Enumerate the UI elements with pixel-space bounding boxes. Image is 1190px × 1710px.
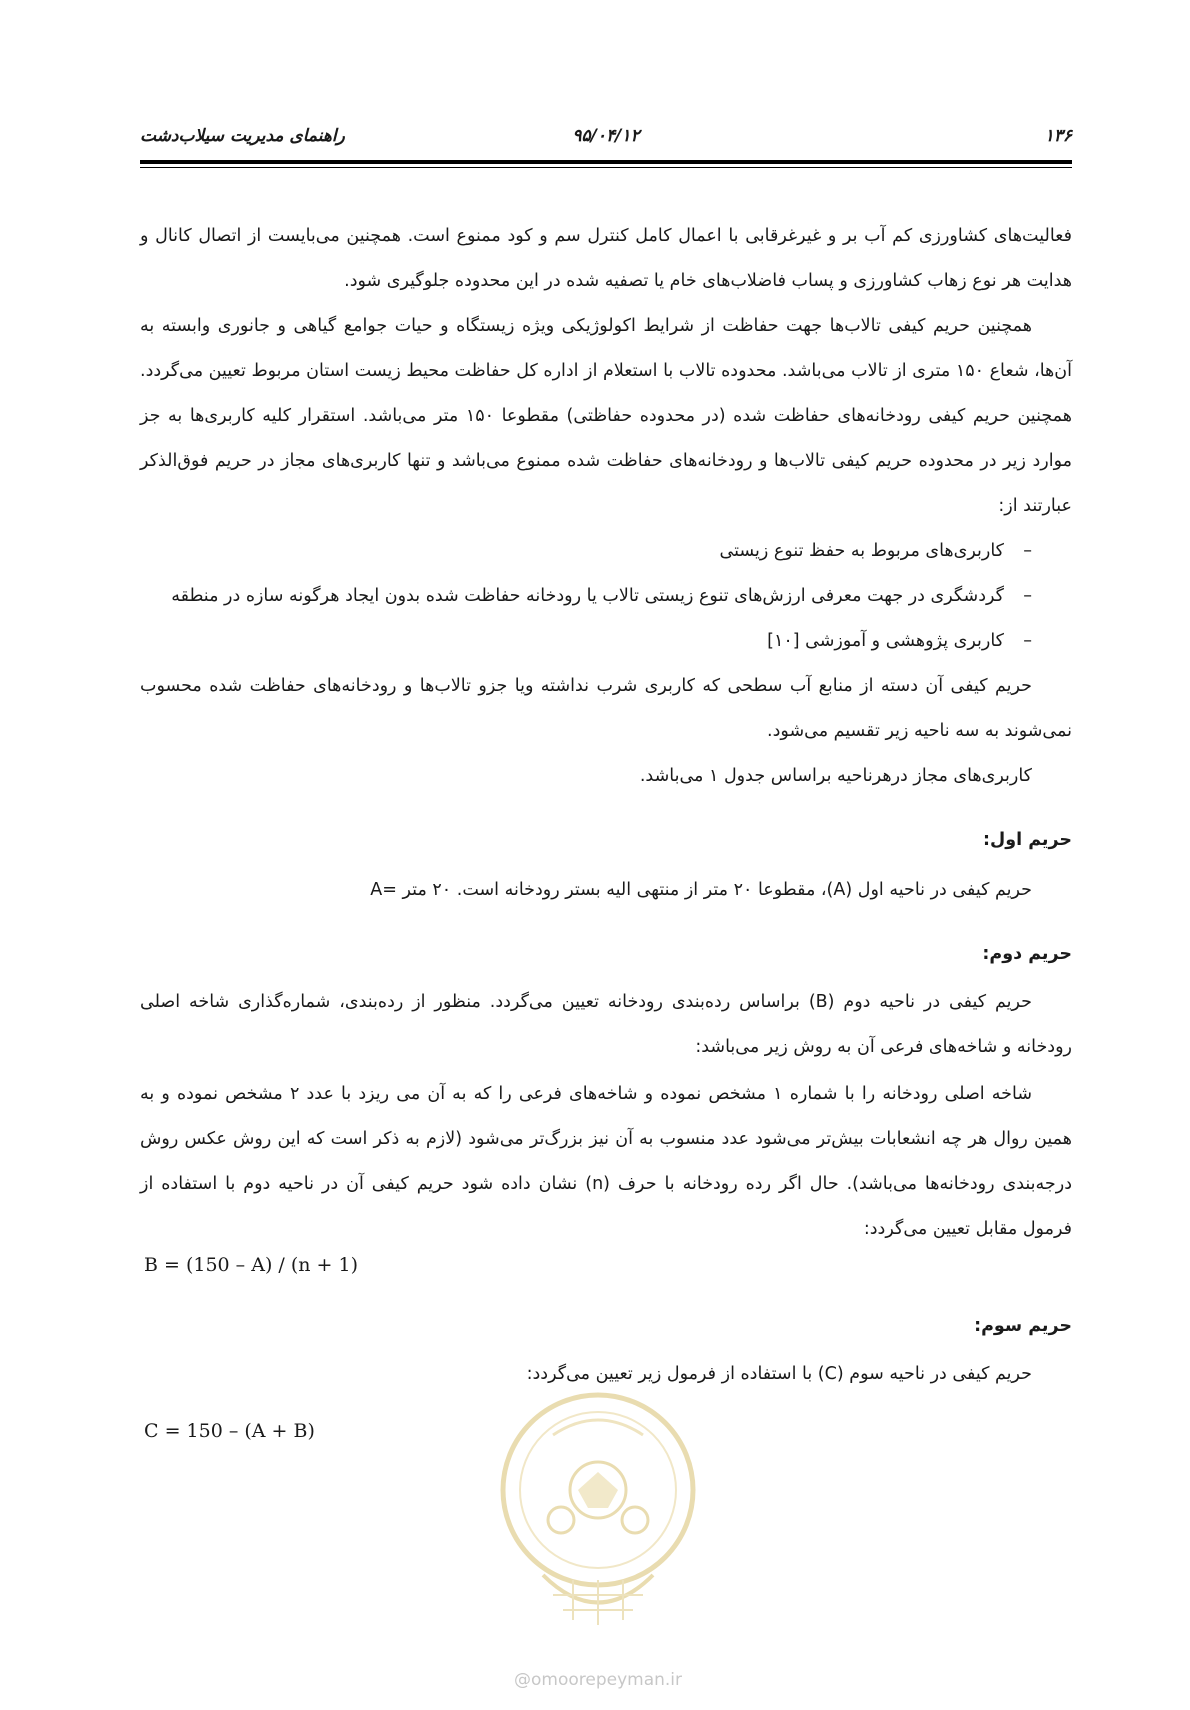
header-rule-thick (140, 160, 1072, 164)
watermark-seal (483, 1380, 713, 1710)
zone1-text: حریم کیفی در ناحیه اول (A)، مقطوعا ۲۰ متر از منتهی الیه بستر رودخانه است. ۲۰ متر =A (370, 880, 1032, 900)
formula-b: B = (150 – A) / (n + 1) (144, 1254, 358, 1276)
zone2-heading: حریم دوم: (982, 944, 1072, 964)
bullet-dash: – (1023, 586, 1032, 606)
header-date: ۹۵/۰۴/۱۲ (572, 126, 640, 146)
watermark-url: @omoorepeyman.ir (513, 1670, 683, 1690)
zone1-heading: حریم اول: (983, 830, 1072, 850)
zone3-heading: حریم سوم: (974, 1316, 1072, 1336)
paragraph-4: کاربری‌های مجاز درهرناحیه براساس جدول ۱ می‌باشد. (639, 766, 1032, 786)
zone2-paragraph-1: حریم کیفی در ناحیه دوم (B) براساس رده‌بندی رودخانه تعیین می‌گردد. منظور از رده‌بندی، شماره‌گذاری شاخه اصلی رودخانه و شاخه‌های فرعی آن به روش زیر می‌باشد: (140, 992, 1072, 1057)
paragraph-2: همچنین حریم کیفی تالاب‌ها جهت حفاظت از شرایط اکولوژیکی ویژه زیستگاه و حیات جوامع گیاهی و جانوری وابسته به آن‌ها، شعاع ۱۵۰ متری از تالاب می‌باشد. محدوده تالاب با استعلام از اداره کل حفاظت محیط زیست استان مربوط تعیین می‌گردد. همچنین حریم کیفی رودخانه‌های حفاظت شده (در محدوده حفاظتی) مقطوعا ۱۵۰ متر می‌باشد. استقرار کلیه کاربری‌ها به جز موارد زیر در محدوده حریم کیفی تالاب‌ها و رودخانه‌های حفاظت شده ممنوع می‌باشد و تنها کاربری‌های مجاز در حریم فوق‌الذکر عبارتند از: (140, 316, 1073, 516)
zone2-paragraph-2: شاخه اصلی رودخانه را با شماره ۱ مشخص نموده و شاخه‌های فرعی را که به آن می ریزد با عدد ۲ مشخص نموده و به همین روال هر چه انشعابات بیش‌تر می‌شود عدد منسوب به آن نیز بزرگ‌تر می‌شود (لازم به ذکر است که این روش عکس روش درجه‌بندی رودخانه‌ها می‌باشد). حال اگر رده رودخانه با حرف (n) نشان داده شود حریم کیفی آن در ناحیه دوم با استفاده از فرمول مقابل تعیین می‌گردد: (140, 1084, 1072, 1239)
page-number: ۱۳۶ (1044, 126, 1072, 146)
list-item: – گردشگری در جهت معرفی ارزش‌های تنوع زیستی تالاب یا رودخانه حفاظت شده بدون ایجاد هرگونه سازه در منطقه (140, 574, 1032, 619)
list-item: – کاربری‌های مربوط به حفظ تنوع زیستی (140, 529, 1032, 574)
body-text (140, 214, 1072, 799)
bullet-dash: – (1023, 631, 1032, 651)
paragraph-1: فعالیت‌های کشاورزی کم آب بر و غیرغرقابی با اعمال کامل کنترل سم و کود ممنوع است. همچنین می‌بایست از اتصال کانال و هدایت هر نوع زهاب کشاورزی و پساب فاضلاب‌های خام یا تصفیه شده در این محدوده جلوگیری شود. (140, 226, 1072, 291)
zone3-text: حریم کیفی در ناحیه سوم (C) با استفاده از فرمول زیر تعیین می‌گردد: (526, 1364, 1032, 1384)
paragraph-3: حریم کیفی آن دسته از منابع آب سطحی که کاربری شرب نداشته ویا جزو تالاب‌ها و رودخانه‌های حفاظت شده محسوب نمی‌شوند به سه ناحیه زیر تقسیم می‌شود. (140, 676, 1072, 741)
list-item: – کاربری پژوهشی و آموزشی [۱۰] (140, 619, 1032, 664)
header-title: راهنمای مدیریت سیلاب‌دشت (140, 126, 345, 146)
allowed-uses-list (140, 529, 1072, 664)
header-rule-thin (140, 167, 1072, 168)
formula-c: C = 150 – (A + B) (144, 1420, 315, 1442)
seal-icon (483, 1380, 713, 1670)
bullet-dash: – (1023, 541, 1032, 561)
page-header (140, 126, 1072, 156)
